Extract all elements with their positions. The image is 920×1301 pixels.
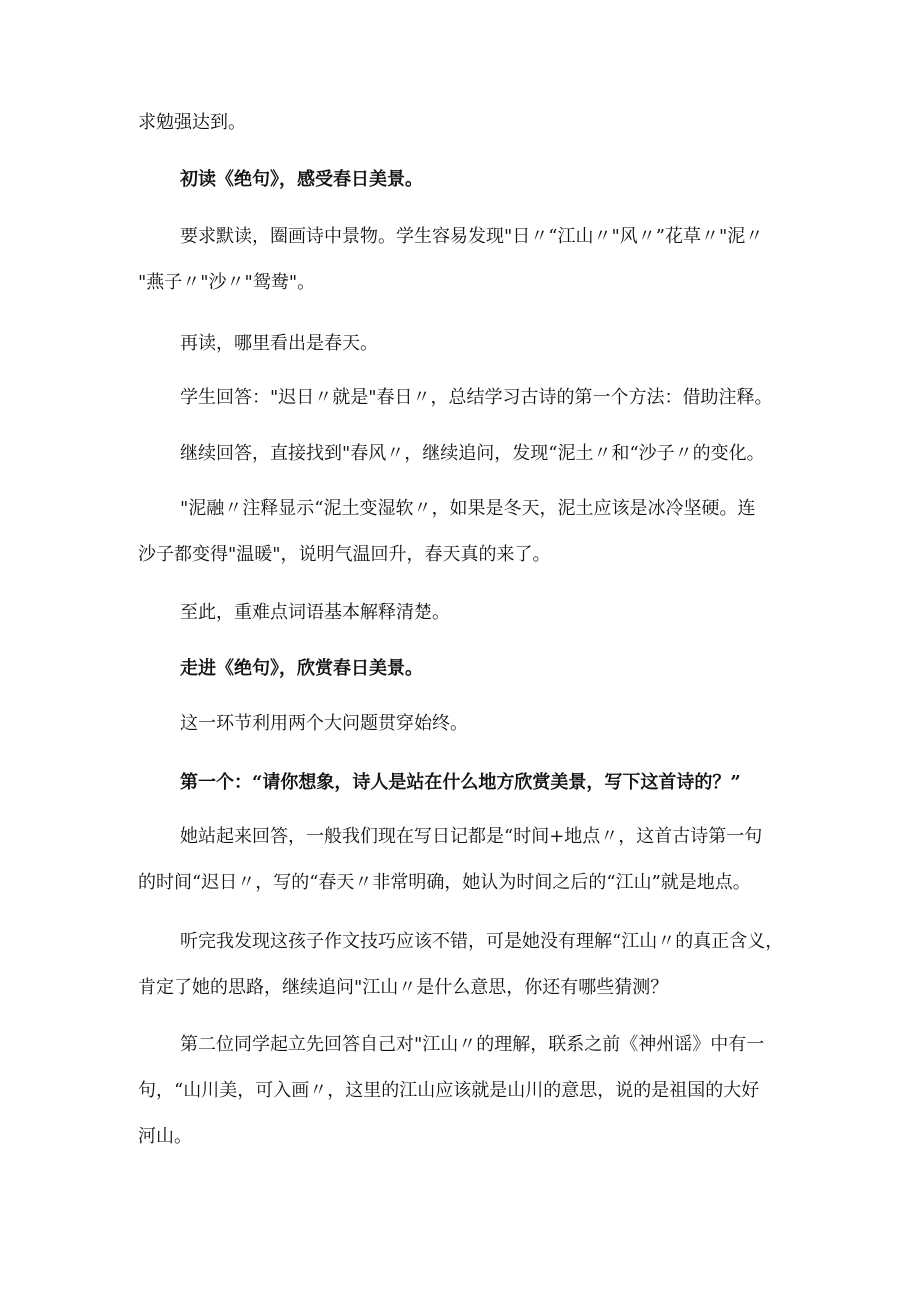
paragraph-9 [138, 701, 830, 747]
paragraph-3 [138, 321, 830, 367]
paragraph-11 [138, 814, 830, 906]
paragraph-line: 求勉强达到。 [138, 112, 246, 133]
paragraph-5 [138, 431, 830, 477]
section-heading-enter-poem [138, 646, 830, 692]
section-heading-first-reading [138, 157, 830, 203]
paragraph-line: 河山。 [138, 1126, 192, 1147]
paragraph-12 [138, 919, 830, 1011]
paragraph-13 [138, 1022, 830, 1160]
paragraph-6 [138, 486, 830, 578]
paragraph-line: 她站起来回答，一般我们现在写日记都是“时间+地点〃，这首古诗第一句 [180, 826, 763, 847]
paragraph-line: 继续回答，直接找到"春风〃，继续追问，发现“泥土〃和“沙子〃的变化。 [180, 443, 765, 464]
paragraph-line: 这一环节利用两个大问题贯穿始终。 [180, 713, 468, 734]
paragraph-line: 肯定了她的思路，继续追问"江山〃是什么意思，你还有哪些猜测？ [138, 977, 669, 998]
paragraph-line: "燕子〃"沙〃"鸳鸯"。 [138, 272, 316, 293]
paragraph-line: 再读，哪里看出是春天。 [180, 333, 378, 354]
paragraph-line: 学生回答："迟日〃就是"春日〃，总结学习古诗的第一个方法：借助注释。 [180, 387, 773, 408]
paragraph-2 [138, 214, 830, 306]
paragraph-7 [138, 590, 830, 636]
paragraph-line: "泥融〃注释显示“泥土变湿软〃，如果是冬天，泥土应该是冰冷坚硬。连 [180, 498, 756, 519]
paragraph-0 [138, 100, 788, 146]
paragraph-line: 沙子都变得"温暖"，说明气温回升，春天真的来了。 [138, 544, 551, 565]
paragraph-line: 要求默读，圈画诗中景物。学生容易发现"日〃“江山〃"风〃”花草〃"泥〃 [180, 226, 764, 247]
question-one [138, 760, 830, 806]
paragraph-line: 至此，重难点词语基本解释清楚。 [180, 602, 450, 623]
paragraph-line: 初读《绝句》，感受春日美景。 [180, 169, 423, 190]
paragraph-line: 走进《绝句》，欣赏春日美景。 [180, 658, 423, 679]
paragraph-line: 第一个：“请你想象，诗人是站在什么地方欣赏美景，写下这首诗的？” [180, 772, 741, 793]
paragraph-4 [138, 375, 830, 421]
paragraph-line: 的时间“迟日〃，写的“春天〃非常明确，她认为时间之后的“江山”就是地点。 [138, 872, 751, 893]
paragraph-line: 第二位同学起立先回答自己对"江山〃的理解，联系之前《神州谣》中有一 [180, 1034, 765, 1055]
paragraph-line: 句，“山川美，可入画〃，这里的江山应该就是山川的意思，说的是祖国的大好 [138, 1080, 760, 1101]
paragraph-line: 听完我发现这孩子作文技巧应该不错，可是她没有理解“江山〃的真正含义， [180, 931, 784, 952]
